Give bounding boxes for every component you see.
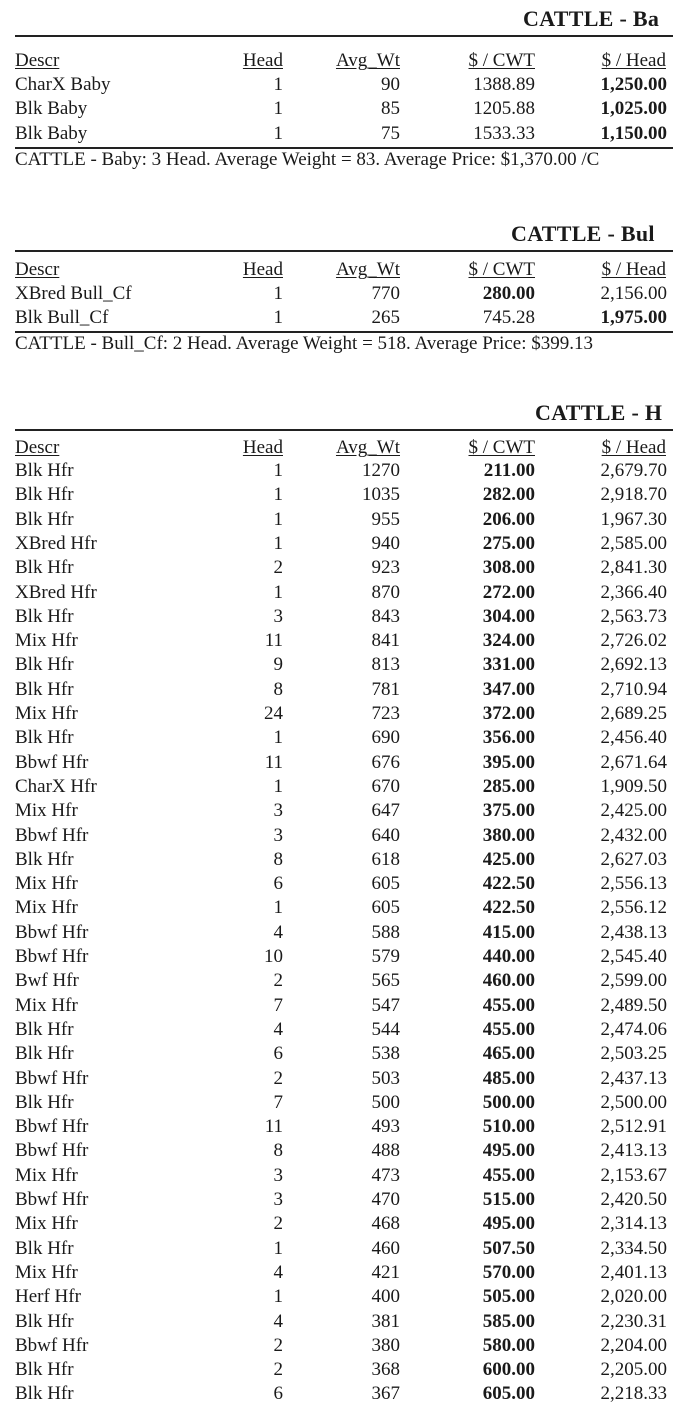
table-row <box>0 306 673 330</box>
cell-per-head: 2,314.13 <box>600 1213 667 1235</box>
cell-avg-wt: 605 <box>371 873 400 895</box>
cell-head: 11 <box>264 630 283 652</box>
cell-per-head: 2,710.94 <box>600 678 667 700</box>
cell-per-head: 2,585.00 <box>600 532 667 554</box>
cell-head: 4 <box>273 1261 283 1283</box>
table-row <box>0 1261 673 1285</box>
cell-cwt: 422.50 <box>482 873 535 895</box>
cell-avg-wt: 400 <box>371 1286 400 1308</box>
cell-descr: Bbwf Hfr <box>15 1140 89 1162</box>
cell-cwt: 507.50 <box>482 1237 535 1259</box>
cell-cwt: 745.28 <box>482 307 535 329</box>
cell-descr: Bbwf Hfr <box>15 1067 89 1089</box>
cell-cwt: 440.00 <box>482 946 535 967</box>
table-row <box>0 508 673 532</box>
cell-per-head: 2,512.91 <box>600 1116 667 1138</box>
cell-head: 1 <box>273 1286 283 1308</box>
cell-avg-wt: 647 <box>371 800 400 822</box>
cell-per-head: 2,438.13 <box>600 921 667 943</box>
cell-descr: Blk Hfr <box>15 727 74 749</box>
cell-avg-wt: 813 <box>371 654 400 676</box>
cell-per-head: 1,150.00 <box>600 122 667 144</box>
table-row <box>0 994 673 1018</box>
cell-per-head: 2,599.00 <box>600 970 667 992</box>
cell-descr: Mix Hfr <box>15 630 78 652</box>
table-row <box>0 848 673 872</box>
cell-descr: Blk Hfr <box>15 678 74 700</box>
cell-avg-wt: 723 <box>371 703 400 724</box>
cell-descr: Mix Hfr <box>15 873 78 895</box>
cell-avg-wt: 843 <box>371 605 400 627</box>
cell-cwt: 375.00 <box>482 800 535 822</box>
cell-cwt: 331.00 <box>482 654 535 676</box>
cell-per-head: 2,489.50 <box>600 994 667 1016</box>
cell-per-head: 2,218.33 <box>600 1383 667 1405</box>
cell-avg-wt: 503 <box>371 1067 400 1089</box>
table-row <box>0 1164 673 1188</box>
col-header-descr: Descr <box>15 437 60 458</box>
cell-per-head: 1,975.00 <box>600 307 667 329</box>
cell-per-head: 2,500.00 <box>600 1091 667 1113</box>
cell-descr: Bbwf Hfr <box>15 1334 89 1356</box>
table-row <box>0 1358 673 1382</box>
cell-descr: Bbwf Hfr <box>15 1189 89 1210</box>
col-header-head: Head <box>242 259 283 280</box>
section-title: CATTLE - Ba <box>523 6 660 31</box>
table-row <box>0 653 673 677</box>
cell-head: 1 <box>273 1237 283 1259</box>
col-header-cwt: $ / CWT <box>468 50 535 71</box>
table-row <box>0 73 673 97</box>
cell-head: 8 <box>273 1140 283 1162</box>
cell-avg-wt: 770 <box>371 283 400 304</box>
cell-descr: Mix Hfr <box>15 1164 78 1186</box>
cell-head: 6 <box>273 873 283 895</box>
cell-per-head: 1,025.00 <box>600 98 667 120</box>
cell-avg-wt: 547 <box>371 994 400 1016</box>
cell-descr: Mix Hfr <box>15 800 78 822</box>
cell-cwt: 495.00 <box>482 1213 535 1235</box>
cell-avg-wt: 367 <box>371 1383 400 1405</box>
col-header-cwt: $ / CWT <box>468 259 535 280</box>
cell-descr: Blk Hfr <box>15 654 74 676</box>
table-row <box>0 581 673 605</box>
cell-per-head: 2,437.13 <box>600 1067 667 1089</box>
col-header-per-head: $ / Head <box>601 259 666 280</box>
cell-avg-wt: 640 <box>371 824 400 846</box>
cell-cwt: 460.00 <box>482 970 535 992</box>
cell-cwt: 356.00 <box>482 727 535 749</box>
table-row <box>0 751 673 775</box>
cell-head: 1 <box>273 897 283 919</box>
cell-cwt: 455.00 <box>482 1018 535 1040</box>
cell-head: 2 <box>273 1067 283 1089</box>
cell-descr: Blk Hfr <box>15 484 74 506</box>
cell-descr: Blk Hfr <box>15 557 74 579</box>
cell-head: 2 <box>273 1213 283 1235</box>
cell-cwt: 324.00 <box>482 630 535 652</box>
cell-head: 1 <box>273 98 283 120</box>
table-row <box>0 1115 673 1139</box>
cell-per-head: 2,689.25 <box>600 703 667 724</box>
cell-per-head: 2,153.67 <box>600 1164 667 1186</box>
cell-avg-wt: 381 <box>371 1310 400 1332</box>
table-row <box>0 556 673 580</box>
cell-head: 1 <box>273 460 283 481</box>
cell-per-head: 2,413.13 <box>600 1140 667 1162</box>
table-row <box>0 702 673 726</box>
cell-cwt: 380.00 <box>482 824 535 846</box>
cell-avg-wt: 488 <box>371 1140 400 1162</box>
cell-head: 4 <box>273 921 283 943</box>
section-rule <box>15 429 673 431</box>
cell-per-head: 2,627.03 <box>600 848 667 870</box>
cell-cwt: 275.00 <box>482 532 535 554</box>
table-row <box>0 896 673 920</box>
cell-head: 2 <box>273 557 283 579</box>
cell-cwt: 495.00 <box>482 1140 535 1162</box>
cell-head: 7 <box>273 994 283 1016</box>
cell-cwt: 272.00 <box>482 581 535 603</box>
cell-descr: Blk Hfr <box>15 460 74 481</box>
cell-descr: Blk Hfr <box>15 605 74 627</box>
section-summary: CATTLE - Baby: 3 Head. Average Weight = 83. Average Price: $1,370.00 /C <box>15 149 600 170</box>
table-header <box>0 49 673 73</box>
cell-per-head: 2,545.40 <box>600 946 667 967</box>
cell-head: 3 <box>273 605 283 627</box>
section-rule <box>15 35 673 37</box>
cell-per-head: 2,563.73 <box>600 605 667 627</box>
cell-avg-wt: 690 <box>371 727 400 749</box>
cell-cwt: 304.00 <box>482 605 535 627</box>
cell-head: 6 <box>273 1043 283 1065</box>
col-header-avg-wt: Avg_Wt <box>335 437 400 458</box>
cell-per-head: 2,205.00 <box>600 1359 667 1381</box>
cell-cwt: 395.00 <box>482 751 535 773</box>
table-row <box>0 532 673 556</box>
cell-cwt: 211.00 <box>483 460 535 481</box>
cell-per-head: 1,909.50 <box>600 775 667 797</box>
cell-descr: CharX Hfr <box>15 775 97 797</box>
cell-cwt: 422.50 <box>482 897 535 919</box>
table-row <box>0 1091 673 1115</box>
cell-descr: Bbwf Hfr <box>15 1116 89 1138</box>
cell-cwt: 1388.89 <box>473 74 535 95</box>
cell-avg-wt: 1035 <box>362 484 400 506</box>
table-row <box>0 1067 673 1091</box>
cell-head: 8 <box>273 848 283 870</box>
cell-cwt: 1205.88 <box>473 98 535 120</box>
cell-descr: Bbwf Hfr <box>15 824 89 846</box>
cell-cwt: 280.00 <box>482 283 535 304</box>
cell-head: 9 <box>273 654 283 676</box>
table-header <box>0 436 673 460</box>
cell-head: 6 <box>273 1383 283 1405</box>
cell-avg-wt: 544 <box>371 1018 400 1040</box>
col-header-head: Head <box>242 50 283 71</box>
cell-cwt: 605.00 <box>482 1383 535 1405</box>
cell-cwt: 285.00 <box>482 775 535 797</box>
cell-head: 1 <box>273 484 283 506</box>
cell-per-head: 2,692.13 <box>600 654 667 676</box>
cell-avg-wt: 75 <box>381 122 400 144</box>
table-row <box>0 1188 673 1212</box>
table-row <box>0 824 673 848</box>
cell-per-head: 2,156.00 <box>600 283 667 304</box>
cell-descr: Blk Hfr <box>15 508 74 530</box>
cell-head: 1 <box>273 283 283 304</box>
cell-descr: Blk Hfr <box>15 1018 74 1040</box>
cell-cwt: 580.00 <box>482 1334 535 1356</box>
table-row <box>0 1285 673 1309</box>
cell-descr: XBred Bull_Cf <box>15 283 132 304</box>
cell-avg-wt: 670 <box>371 775 400 797</box>
cell-cwt: 570.00 <box>482 1261 535 1283</box>
cell-descr: Blk Hfr <box>15 1237 74 1259</box>
table-row <box>0 97 673 121</box>
cell-per-head: 2,556.13 <box>600 873 667 895</box>
cell-per-head: 2,432.00 <box>600 824 667 846</box>
table-row <box>0 945 673 969</box>
cell-avg-wt: 565 <box>371 970 400 992</box>
section-rule <box>15 250 673 252</box>
cell-head: 8 <box>273 678 283 700</box>
cell-cwt: 455.00 <box>482 994 535 1016</box>
cell-descr: Herf Hfr <box>15 1286 81 1308</box>
cell-per-head: 2,425.00 <box>600 800 667 822</box>
cell-head: 1 <box>273 74 283 95</box>
cell-cwt: 465.00 <box>482 1043 535 1065</box>
cell-per-head: 2,841.30 <box>600 557 667 579</box>
cell-head: 4 <box>273 1310 283 1332</box>
cell-cwt: 425.00 <box>482 848 535 870</box>
cell-avg-wt: 493 <box>371 1116 400 1138</box>
table-row <box>0 483 673 507</box>
cell-descr: XBred Hfr <box>15 581 97 603</box>
cell-head: 11 <box>264 751 283 773</box>
table-row <box>0 1212 673 1236</box>
cell-cwt: 505.00 <box>482 1286 535 1308</box>
table-row <box>0 629 673 653</box>
cell-head: 3 <box>273 1189 283 1210</box>
cell-per-head: 1,967.30 <box>600 508 667 530</box>
table-row <box>0 1018 673 1042</box>
cell-cwt: 308.00 <box>482 557 535 579</box>
col-header-per-head: $ / Head <box>601 50 666 71</box>
cell-avg-wt: 841 <box>371 630 400 652</box>
cell-cwt: 415.00 <box>482 921 535 943</box>
cell-avg-wt: 538 <box>371 1043 400 1065</box>
cell-descr: Blk Hfr <box>15 848 74 870</box>
cell-avg-wt: 940 <box>371 532 400 554</box>
table-row <box>0 775 673 799</box>
table-row <box>0 726 673 750</box>
table-row <box>0 872 673 896</box>
cell-avg-wt: 923 <box>371 557 400 579</box>
cell-per-head: 2,334.50 <box>600 1237 667 1259</box>
cell-per-head: 2,671.64 <box>600 751 667 773</box>
cell-per-head: 2,503.25 <box>600 1043 667 1065</box>
cell-descr: Mix Hfr <box>15 703 78 724</box>
cell-per-head: 2,204.00 <box>600 1334 667 1356</box>
cell-per-head: 2,679.70 <box>600 460 667 481</box>
col-header-descr: Descr <box>15 259 60 280</box>
cell-cwt: 600.00 <box>482 1359 535 1381</box>
table-row <box>0 459 673 483</box>
table-row <box>0 1237 673 1261</box>
cell-per-head: 2,474.06 <box>600 1018 667 1040</box>
cell-avg-wt: 605 <box>371 897 400 919</box>
table-row <box>0 605 673 629</box>
cell-per-head: 2,456.40 <box>600 727 667 749</box>
cell-descr: Blk Hfr <box>15 1383 74 1405</box>
cell-per-head: 2,366.40 <box>600 581 667 603</box>
cell-per-head: 2,401.13 <box>600 1261 667 1283</box>
cell-per-head: 2,918.70 <box>600 484 667 506</box>
cell-head: 4 <box>273 1018 283 1040</box>
cell-head: 1 <box>273 532 283 554</box>
cell-head: 3 <box>273 824 283 846</box>
cell-descr: Blk Hfr <box>15 1043 74 1065</box>
cell-descr: Bbwf Hfr <box>15 751 89 773</box>
cell-avg-wt: 265 <box>371 307 400 329</box>
cell-descr: Blk Hfr <box>15 1091 74 1113</box>
cell-avg-wt: 473 <box>371 1164 400 1186</box>
table-row <box>0 1382 673 1406</box>
cell-descr: Blk Hfr <box>15 1310 74 1332</box>
cell-per-head: 2,230.31 <box>600 1310 667 1332</box>
cell-avg-wt: 90 <box>381 74 400 95</box>
section-title: CATTLE - H <box>535 400 663 425</box>
table-row <box>0 969 673 993</box>
col-header-descr: Descr <box>15 50 60 71</box>
cell-head: 3 <box>273 1164 283 1186</box>
cell-descr: Blk Baby <box>15 122 88 144</box>
cell-descr: Blk Bull_Cf <box>15 307 109 329</box>
cell-descr: Mix Hfr <box>15 1213 78 1235</box>
cell-cwt: 485.00 <box>482 1067 535 1089</box>
cell-per-head: 2,726.02 <box>600 630 667 652</box>
cell-head: 7 <box>273 1091 283 1113</box>
cell-cwt: 1533.33 <box>473 122 535 144</box>
cell-per-head: 2,420.50 <box>600 1189 667 1210</box>
cell-avg-wt: 955 <box>371 508 400 530</box>
cell-avg-wt: 870 <box>371 581 400 603</box>
cell-cwt: 510.00 <box>482 1116 535 1138</box>
cell-descr: Bbwf Hfr <box>15 921 89 943</box>
cell-cwt: 585.00 <box>482 1310 535 1332</box>
table-row <box>0 1310 673 1334</box>
section-title: CATTLE - Bul <box>511 221 655 246</box>
cell-avg-wt: 676 <box>371 751 400 773</box>
cell-cwt: 455.00 <box>482 1164 535 1186</box>
cell-avg-wt: 579 <box>371 946 400 967</box>
table-row <box>0 1334 673 1358</box>
table-row <box>0 1139 673 1163</box>
cell-descr: CharX Baby <box>15 74 111 95</box>
cell-head: 2 <box>273 970 283 992</box>
col-header-avg-wt: Avg_Wt <box>335 259 400 280</box>
cell-avg-wt: 85 <box>381 98 400 120</box>
cell-descr: Mix Hfr <box>15 1261 78 1283</box>
cell-cwt: 282.00 <box>482 484 535 506</box>
cell-avg-wt: 500 <box>371 1091 400 1113</box>
table-row <box>0 122 673 146</box>
cell-avg-wt: 588 <box>371 921 400 943</box>
section-summary: CATTLE - Bull_Cf: 2 Head. Average Weight = 518. Average Price: $399.13 <box>15 333 594 354</box>
cell-head: 3 <box>273 800 283 822</box>
cell-head: 1 <box>273 307 283 329</box>
col-header-head: Head <box>242 437 283 458</box>
cell-head: 1 <box>273 775 283 797</box>
cell-descr: Bwf Hfr <box>15 970 79 992</box>
cell-head: 11 <box>264 1116 283 1138</box>
cell-cwt: 515.00 <box>482 1189 535 1210</box>
table-header <box>0 258 673 282</box>
table-row <box>0 282 673 306</box>
col-header-per-head: $ / Head <box>601 437 666 458</box>
cell-head: 2 <box>273 1334 283 1356</box>
cell-per-head: 2,556.12 <box>600 897 667 919</box>
cell-head: 1 <box>273 727 283 749</box>
cell-descr: XBred Hfr <box>15 532 97 554</box>
cell-descr: Blk Baby <box>15 98 88 120</box>
cell-avg-wt: 380 <box>371 1334 400 1356</box>
cell-head: 1 <box>273 508 283 530</box>
cell-avg-wt: 618 <box>371 848 400 870</box>
cell-avg-wt: 470 <box>371 1189 400 1210</box>
cell-avg-wt: 421 <box>371 1261 400 1283</box>
table-row <box>0 799 673 823</box>
cell-per-head: 1,250.00 <box>600 74 667 95</box>
cell-cwt: 206.00 <box>482 508 535 530</box>
cell-avg-wt: 460 <box>371 1237 400 1259</box>
table-row <box>0 678 673 702</box>
cell-descr: Mix Hfr <box>15 994 78 1016</box>
cell-head: 1 <box>273 581 283 603</box>
col-header-avg-wt: Avg_Wt <box>335 50 400 71</box>
table-row <box>0 921 673 945</box>
table-row <box>0 1042 673 1066</box>
cell-cwt: 500.00 <box>482 1091 535 1113</box>
col-header-cwt: $ / CWT <box>468 437 535 458</box>
cell-avg-wt: 468 <box>371 1213 400 1235</box>
cell-head: 1 <box>273 122 283 144</box>
cell-head: 10 <box>264 946 283 967</box>
cell-descr: Blk Hfr <box>15 1359 74 1381</box>
cell-head: 24 <box>264 703 283 724</box>
cell-cwt: 372.00 <box>482 703 535 724</box>
cell-descr: Mix Hfr <box>15 897 78 919</box>
cell-head: 2 <box>273 1359 283 1381</box>
cell-avg-wt: 781 <box>371 678 400 700</box>
cell-avg-wt: 1270 <box>362 460 400 481</box>
cell-descr: Bbwf Hfr <box>15 946 89 967</box>
cell-per-head: 2,020.00 <box>600 1286 667 1308</box>
cell-avg-wt: 368 <box>371 1359 400 1381</box>
cell-cwt: 347.00 <box>482 678 535 700</box>
